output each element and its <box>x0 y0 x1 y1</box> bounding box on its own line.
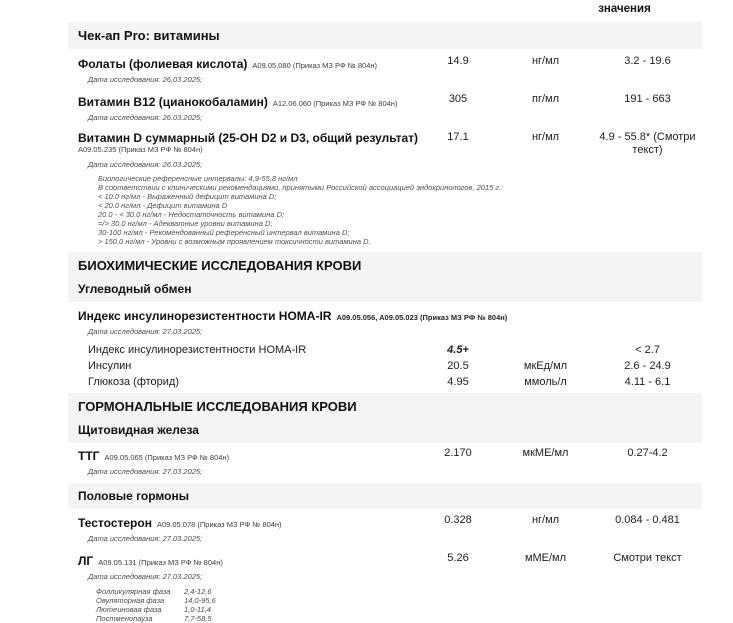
section-band-vitamins <box>68 22 702 49</box>
study-date-folate: Дата исследования: 26.03.2025; <box>88 75 203 84</box>
section-band-sex-hormones <box>68 483 702 509</box>
table-column-headers <box>68 3 702 16</box>
result-unit-b12: пг/мл <box>531 93 559 105</box>
test-code-b12: A12.06.060 (Приказ МЗ РФ № 804н) <box>272 99 398 108</box>
analyte-name: Индекс инсулинорезистентности HOMA-IR <box>88 344 307 356</box>
test-row-folate <box>68 55 702 73</box>
table-row <box>68 342 702 358</box>
phase-range: 7,7-58,5 <box>184 614 212 623</box>
test-row-ttg <box>68 447 702 465</box>
subsection-title-sex-hormones: Половые гормоны <box>78 489 189 503</box>
section-band-hormones <box>68 393 702 443</box>
test-name-ttg: ТТГ <box>78 449 100 463</box>
section-title-vitamins: Чек-ап Pro: витамины <box>78 28 220 43</box>
section-title-biochemistry: БИОХИМИЧЕСКИЕ ИССЛЕДОВАНИЯ КРОВИ <box>78 258 362 273</box>
phase-row <box>96 587 702 596</box>
phase-label: Овуляторная фаза <box>96 596 165 605</box>
test-code-homa-ir: A09.05.056, A09.05.023 (Приказ МЗ РФ № 804н) <box>336 313 508 322</box>
result-unit-lh: мМЕ/мл <box>524 552 567 564</box>
result-unit-ttg: мкМЕ/мл <box>522 447 569 459</box>
table-row <box>68 374 702 390</box>
test-name-b12: Витамин B12 (цианокобаламин) <box>78 95 268 109</box>
reference-range-lh: Смотри текст <box>613 552 682 564</box>
subsection-title-thyroid: Щитовидная железа <box>78 423 199 437</box>
section-title-hormones: ГОРМОНАЛЬНЫЕ ИССЛЕДОВАНИЯ КРОВИ <box>78 399 357 414</box>
reference-range-vitamin-d: 4.9 - 55.8* (Смотри текст) <box>599 131 696 156</box>
note-line: Биологические референсные интервалы: 4,9-55,8 нг/мл <box>98 174 298 183</box>
study-date-b12: Дата исследования: 26.03.2025; <box>88 113 203 122</box>
result-unit: мкЕд/мл <box>523 360 568 372</box>
reference-range: 4.11 - 6.1 <box>624 376 671 388</box>
test-name-testosterone: Тестостерон <box>78 516 152 530</box>
test-code-lh: A09.05.131 (Приказ МЗ РФ № 804н) <box>98 558 223 567</box>
phase-range: 1,0-11,4 <box>184 605 211 614</box>
test-code-ttg: A09.05.065 (Приказ МЗ РФ № 804н) <box>104 453 230 462</box>
study-date-lh: Дата исследования: 27.03.2025; <box>88 572 203 581</box>
study-date-homa-ir: Дата исследования: 27.03.2025; <box>88 327 203 336</box>
analyte-name: Инсулин <box>88 360 132 372</box>
result-value: 20.5 <box>447 360 469 372</box>
test-name-homa-ir: Индекс инсулинорезистентности HOMA-IR <box>78 309 332 323</box>
phase-row <box>96 605 702 614</box>
result-unit-vitamin-d: нг/мл <box>531 131 560 143</box>
section-band-biochemistry <box>68 252 702 302</box>
phase-label: Постменопауза <box>96 614 153 623</box>
reference-range: < 2.7 <box>635 344 660 356</box>
test-row-homa-ir <box>68 307 702 325</box>
result-value-testosterone: 0.328 <box>444 514 472 526</box>
test-name-vitamin-d: Витамин D суммарный (25-OH D2 и D3, общий результат) <box>78 131 419 145</box>
study-date-vitamin-d: Дата исследования: 26.03.2025; <box>88 160 203 169</box>
reference-range-folate: 3.2 - 19.6 <box>624 55 671 67</box>
test-code-folate: A09.05.080 (Приказ МЗ РФ № 804н) <box>252 61 378 70</box>
lab-report-document <box>0 3 702 623</box>
vitamin-d-reference-notes <box>68 174 702 246</box>
result-unit-folate: нг/мл <box>531 55 560 67</box>
phase-range: 2,4-12,6 <box>184 587 212 596</box>
test-row-lh <box>68 552 702 570</box>
study-date-testosterone: Дата исследования: 27.03.2025; <box>88 534 203 543</box>
study-date-ttg: Дата исследования: 27.03.2025; <box>88 467 203 476</box>
reference-range-ttg: 0.27-4.2 <box>627 447 668 459</box>
reference-range-b12: 191 - 663 <box>624 93 671 105</box>
note-line: < 10.0 нг/мл - Выраженный дефицит витамина D; <box>98 192 277 201</box>
homa-ir-results-table <box>68 342 702 390</box>
note-line: =/> 30.0 нг/мл - Адекватные уровни витамина D; <box>98 219 273 228</box>
test-code-testosterone: A09.05.078 (Приказ МЗ РФ № 804н) <box>156 520 282 529</box>
test-code-vitamin-d: A09.05.235 (Приказ МЗ РФ № 804н) <box>78 145 203 154</box>
note-line: В соответствии с клиническими рекомендациями, принятыми Российской ассоциацией эндокринологов, 2015 г.: <box>98 183 504 192</box>
test-name-folate: Фолаты (фолиевая кислота) <box>78 57 248 71</box>
table-row <box>68 358 702 374</box>
test-row-vitamin-d <box>68 131 702 157</box>
phase-label: Лютеиновая фаза <box>96 605 162 614</box>
result-value-vitamin-d: 17.1 <box>447 131 469 143</box>
reference-values-column-header: значения <box>598 3 651 15</box>
phase-row <box>96 596 702 605</box>
note-line: 20.0 - < 30.0 нг/мл - Недостаточность витамина D; <box>98 210 285 219</box>
note-line: 30-100 нг/мл - Рекомендованный референсный интервал витамина D; <box>98 228 350 237</box>
note-line: > 150.0 нг/мл - Уровни с возможным проявлением токсичности витамина D. <box>98 237 371 246</box>
subsection-title-carbohydrate: Углеводный обмен <box>78 282 192 296</box>
result-value-folate: 14.9 <box>447 55 469 67</box>
note-line: < 20.0 нг/мл - Дефицит витамина D <box>98 201 228 210</box>
reference-range: 2.6 - 24.9 <box>624 360 671 372</box>
lh-phase-reference-table <box>68 587 702 623</box>
reference-range-testosterone: 0.084 - 0.481 <box>615 514 680 526</box>
result-value-ttg: 2.170 <box>444 447 472 459</box>
test-name-lh: ЛГ <box>78 554 94 568</box>
test-row-b12 <box>68 93 702 111</box>
result-value-lh: 5.26 <box>447 552 469 564</box>
result-value-flagged: 4.5+ <box>447 344 469 356</box>
result-value: 4.95 <box>447 376 469 388</box>
result-unit-testosterone: нг/мл <box>531 514 560 526</box>
analyte-name: Глюкоза (фторид) <box>88 376 180 388</box>
phase-range: 14,0-95,6 <box>184 596 216 605</box>
phase-row <box>96 614 702 623</box>
phase-label: Фолликулярная фаза <box>96 587 171 596</box>
result-value-b12: 305 <box>448 93 468 105</box>
test-row-testosterone <box>68 514 702 532</box>
result-unit: ммоль/л <box>524 376 567 388</box>
